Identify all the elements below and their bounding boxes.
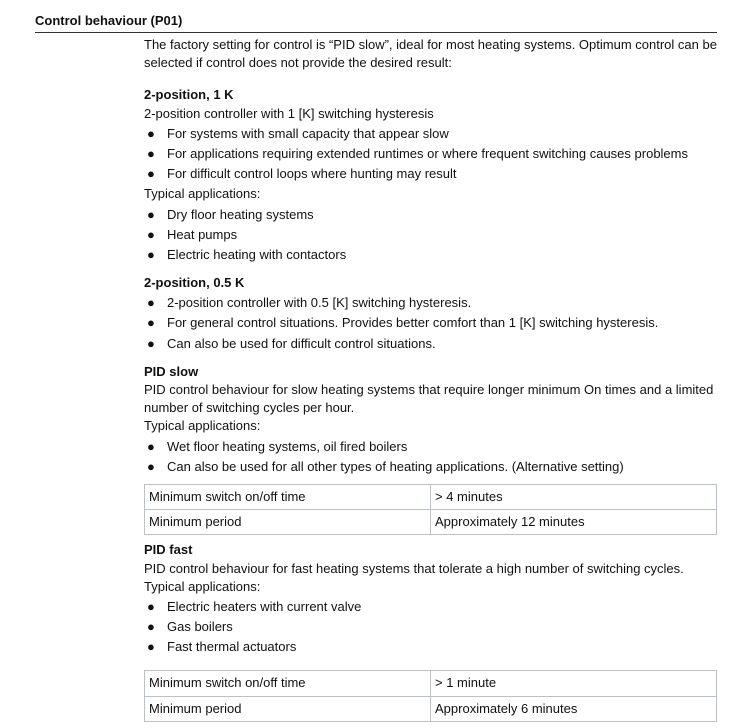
bullet-icon: ● (147, 598, 155, 614)
table-cell: Approximately 6 minutes (431, 696, 717, 721)
list-item: ● For difficult control loops where hunting may result (144, 165, 719, 183)
section-description: PID control behaviour for slow heating systems that require longer minimum On times and a limited number of switching cycles per hour. (144, 382, 714, 416)
bullet-icon: ● (147, 438, 155, 454)
table-cell: Minimum switch on/off time (145, 484, 431, 509)
bullet-icon: ● (147, 619, 155, 635)
bullet-icon: ● (147, 166, 155, 182)
bullet-icon: ● (147, 226, 155, 242)
section-pid-slow (144, 363, 719, 536)
typical-applications-label: Typical applications: (144, 418, 261, 434)
applications-list (144, 438, 719, 476)
list-item: ● Wet floor heating systems, oil fired boilers (144, 438, 719, 456)
bullet-icon: ● (147, 145, 155, 161)
list-item: ● Gas boilers (144, 618, 719, 636)
applications-list (144, 206, 719, 265)
section-description: PID control behaviour for fast heating systems that tolerate a high number of switching cycles. (144, 560, 684, 576)
bullet-icon: ● (147, 206, 155, 222)
bullet-icon: ● (147, 295, 155, 311)
list-item: ● Fast thermal actuators (144, 638, 719, 656)
list-item: ● For general control situations. Provides better comfort than 1 [K] switching hysteresis. (144, 314, 719, 332)
feature-list (144, 125, 719, 184)
list-item: ● Can also be used for all other types of heating applications. (Alternative setting) (144, 458, 719, 476)
section-pid-fast (144, 541, 719, 722)
typical-applications-label: Typical applications: (144, 578, 261, 594)
bullet-icon: ● (147, 458, 155, 474)
bullet-icon: ● (147, 335, 155, 351)
table-cell: > 4 minutes (431, 484, 717, 509)
list-item: ● Dry floor heating systems (144, 206, 719, 224)
list-item: ● 2-position controller with 0.5 [K] switching hysteresis. (144, 294, 719, 312)
section-title: PID slow (144, 363, 199, 379)
list-item: ● Electric heating with contactors (144, 246, 719, 264)
applications-list (144, 598, 719, 657)
section-heading: Control behaviour (P01) (35, 12, 717, 33)
bullet-icon: ● (147, 639, 155, 655)
table-row (145, 671, 717, 696)
pid-slow-spec-table (144, 484, 717, 535)
feature-list (144, 294, 719, 353)
content-body (144, 36, 719, 728)
table-row (145, 510, 717, 535)
table-cell: Approximately 12 minutes (431, 510, 717, 535)
list-item: ● Electric heaters with current valve (144, 598, 719, 616)
intro-paragraph: The factory setting for control is “PID slow”, ideal for most heating systems. Optimum control can be selected if control does not provide the desired result: (144, 37, 717, 71)
bullet-icon: ● (147, 125, 155, 141)
section-2-position-1k (144, 86, 719, 264)
table-row (145, 696, 717, 721)
table-cell: Minimum period (145, 510, 431, 535)
section-description: 2-position controller with 1 [K] switching hysteresis (144, 105, 434, 121)
pid-fast-spec-table (144, 670, 717, 721)
list-item: ● Can also be used for difficult control situations. (144, 335, 719, 353)
table-cell: Minimum switch on/off time (145, 671, 431, 696)
typical-applications-label: Typical applications: (144, 186, 261, 202)
table-row (145, 484, 717, 509)
bullet-icon: ● (147, 246, 155, 262)
list-item: ● Heat pumps (144, 226, 719, 244)
table-cell: > 1 minute (431, 671, 717, 696)
bullet-icon: ● (147, 315, 155, 331)
section-title: 2-position, 0.5 K (144, 275, 245, 291)
section-title: 2-position, 1 K (144, 87, 234, 103)
list-item: ● For applications requiring extended runtimes or where frequent switching causes problems (144, 145, 719, 163)
section-title: PID fast (144, 542, 193, 558)
section-2-position-05k (144, 274, 719, 353)
list-item: ● For systems with small capacity that appear slow (144, 125, 719, 143)
table-cell: Minimum period (145, 696, 431, 721)
